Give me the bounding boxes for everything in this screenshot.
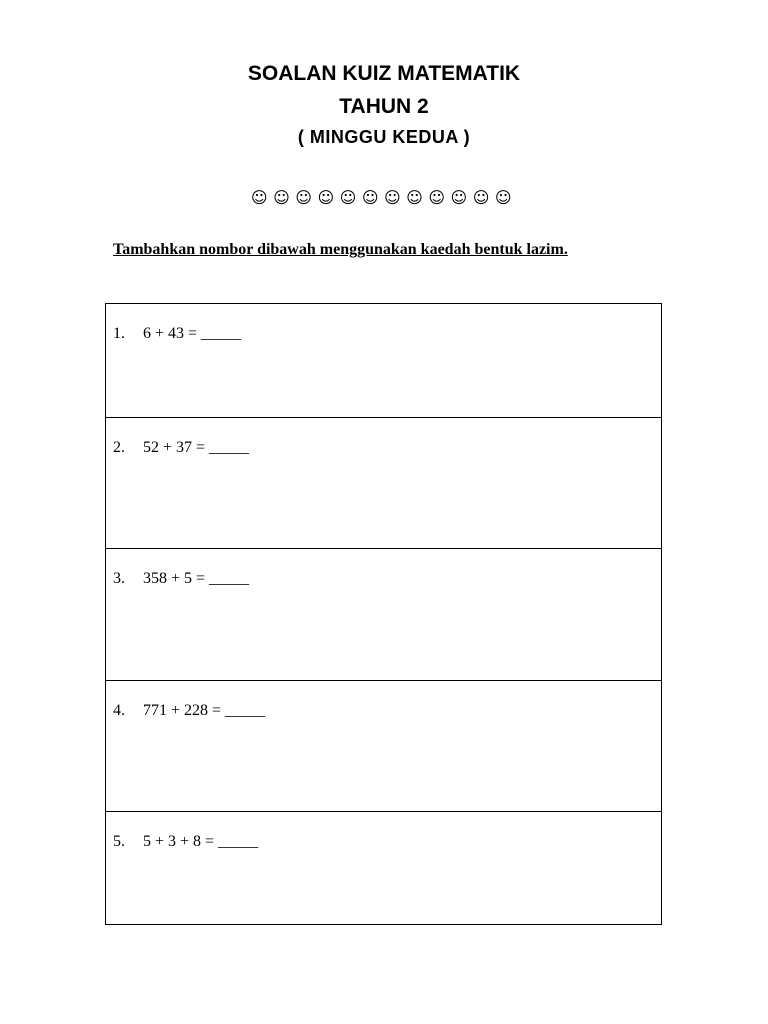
week-label: ( MINGGU KEDUA ) — [297, 127, 471, 147]
page-title: SOALAN KUIZ MATEMATIK — [247, 62, 521, 85]
question-text: 52 + 37 = _____ — [143, 439, 250, 456]
question-row-5 — [106, 812, 661, 924]
question-row-2 — [106, 418, 661, 549]
smiley-row-icon: ☺☺☺☺☺☺☺☺☺☺☺☺ — [250, 188, 518, 207]
instruction-text: Tambahkan nombor dibawah menggunakan kaedah bentuk lazim. — [113, 241, 568, 258]
page-subtitle: TAHUN 2 — [339, 95, 429, 118]
question-number: 5. — [113, 833, 125, 850]
question-text: 771 + 228 = _____ — [143, 702, 266, 719]
question-row-4 — [106, 681, 661, 812]
question-number: 3. — [113, 570, 125, 587]
question-number: 2. — [113, 439, 125, 456]
question-row-3 — [106, 549, 661, 681]
question-number: 4. — [113, 702, 125, 719]
question-table — [105, 303, 662, 925]
question-number: 1. — [113, 325, 125, 342]
question-text: 5 + 3 + 8 = _____ — [143, 833, 259, 850]
question-row-1 — [106, 304, 661, 418]
question-text: 6 + 43 = _____ — [143, 325, 242, 342]
question-text: 358 + 5 = _____ — [143, 570, 250, 587]
